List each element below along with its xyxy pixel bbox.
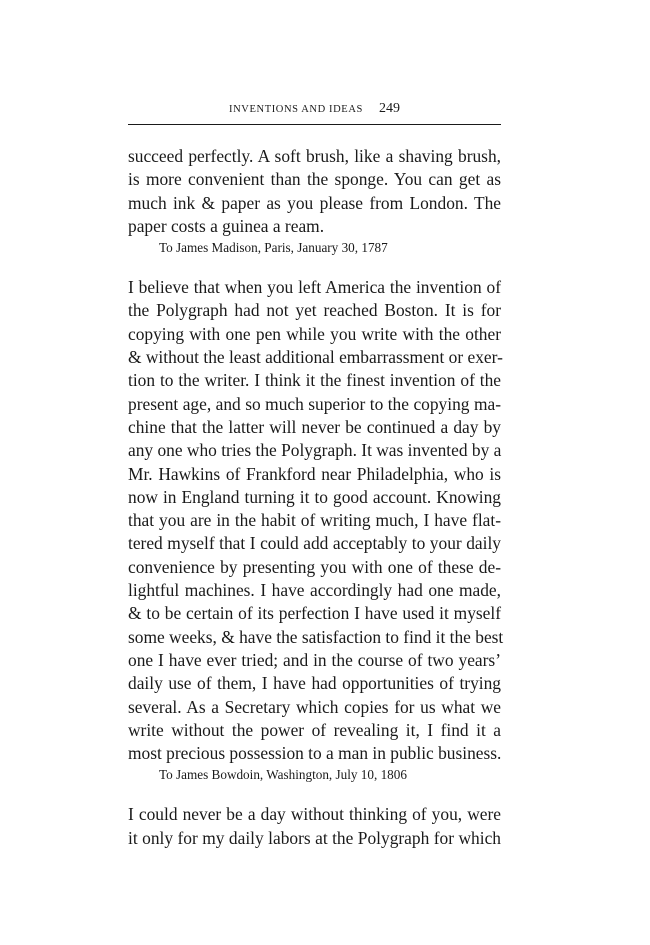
letter-source-citation: To James Madison, Paris, January 30, 1787: [159, 240, 388, 256]
page-number: 249: [378, 101, 400, 116]
text-line: any one who tries the Polygraph. It was invented by a: [128, 440, 502, 461]
text-line: some weeks, & have the satisfaction to find it the best: [128, 626, 504, 647]
text-line: copying with one pen while you write with the other: [128, 323, 501, 344]
text-line: one I have ever tried; and in the course of two years’: [128, 649, 501, 670]
text-line: & without the least additional embarrassment or exer-: [128, 347, 503, 368]
section-gap: [128, 257, 501, 276]
letter-source-citation: To James Bowdoin, Washington, July 10, 1806: [159, 767, 407, 783]
section-gap: [128, 784, 501, 803]
text-line: tion to the writer. I think it the finest invention of the: [128, 370, 501, 391]
text-line: write without the power of revealing it, I find it a: [128, 719, 501, 740]
text-line: I believe that when you left America the invention of: [128, 277, 501, 298]
text-line: that you are in the habit of writing much, I have flat-: [128, 510, 501, 531]
header-rule: [128, 124, 501, 125]
running-title: INVENTIONS AND IDEAS: [229, 104, 363, 115]
text-line: chine that the latter will never be continued a day by: [128, 416, 501, 437]
quotation-paragraph: [128, 145, 501, 238]
text-line: paper costs a guinea a ream.: [128, 215, 325, 236]
text-line: now in England turning it to good account. Knowing: [128, 486, 501, 507]
text-line: the Polygraph had not yet reached Boston. It is for: [128, 300, 501, 321]
text-line: convenience by presenting you with one of these de-: [128, 556, 501, 577]
text-line: lightful machines. I have accordingly had one made,: [128, 580, 501, 601]
body-text: [128, 145, 504, 850]
text-line: several. As a Secretary which copies for us what we: [128, 696, 501, 717]
text-line: most precious possession to a man in public business.: [128, 743, 502, 764]
text-line: tered myself that I could add acceptably to your daily: [128, 533, 501, 554]
text-line: much ink & paper as you please from London. The: [128, 192, 501, 213]
quotation-paragraph: [128, 276, 504, 765]
text-line: is more convenient than the sponge. You can get as: [128, 169, 501, 190]
text-line: daily use of them, I have had opportunities of trying: [128, 673, 501, 694]
running-head: [128, 101, 501, 117]
text-line: Mr. Hawkins of Frankford near Philadelphia, who is: [128, 463, 501, 484]
text-line: it only for my daily labors at the Polygraph for which: [128, 827, 501, 848]
text-line: present age, and so much superior to the copying ma-: [128, 393, 501, 414]
text-line: & to be certain of its perfection I have used it myself: [128, 603, 501, 624]
text-line: succeed perfectly. A soft brush, like a shaving brush,: [128, 146, 501, 166]
quotation-paragraph: [128, 803, 501, 850]
text-line: I could never be a day without thinking of you, were: [128, 804, 501, 825]
